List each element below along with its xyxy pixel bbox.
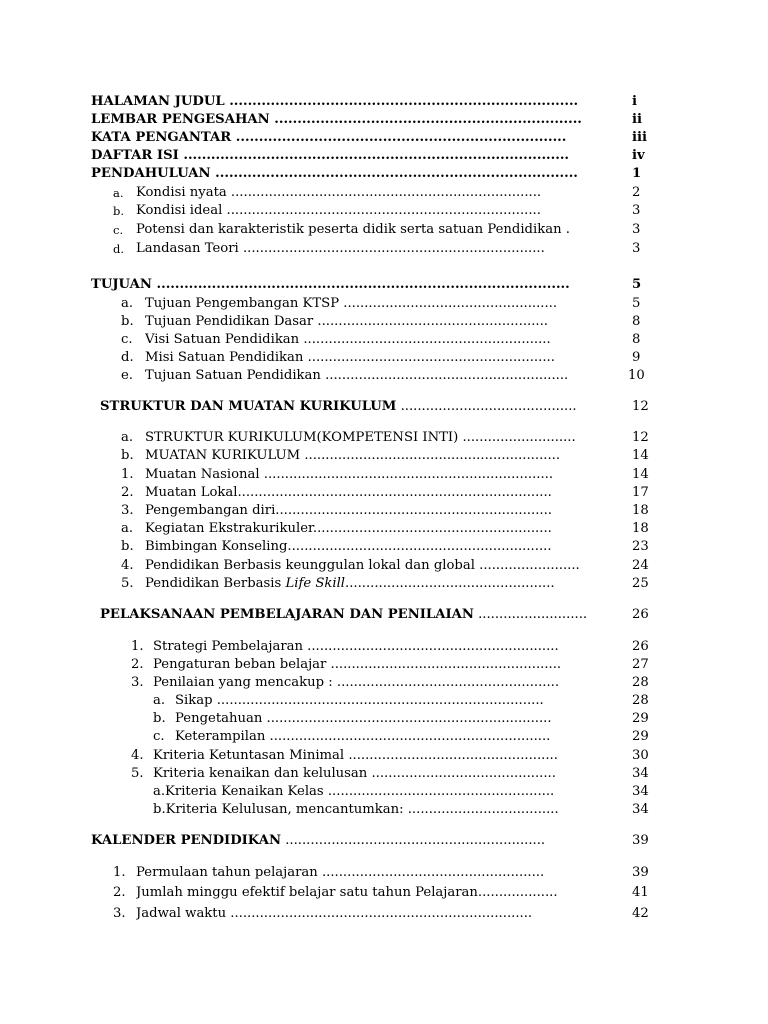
toc-entry-text: Pengaturan beban belajar ....................................................... [153, 657, 562, 672]
toc-page-number: 2 [632, 185, 641, 200]
toc-page-number: iii [632, 130, 648, 145]
toc-marker: 4. [121, 558, 134, 573]
section-heading-kalender [91, 832, 609, 850]
toc-marker: d. [113, 242, 125, 256]
toc-page-number: 18 [632, 521, 649, 536]
toc-page-number: ii [632, 112, 643, 127]
toc-marker: 3. [131, 675, 144, 690]
toc-marker: 1. [121, 467, 134, 482]
toc-marker: a. [121, 296, 134, 311]
toc-entry-text: Tujuan Pendidikan Dasar ....................................................... [145, 314, 548, 329]
toc-page-number: 28 [632, 675, 649, 690]
toc-leader: .............................................................. [281, 833, 546, 848]
toc-page-number: 8 [632, 332, 641, 347]
toc-marker: a. [153, 693, 166, 708]
toc-page-number: 12 [632, 430, 649, 445]
section-heading-struktur [100, 398, 625, 416]
toc-marker: b. [121, 448, 134, 463]
toc-page-number: 1 [632, 166, 642, 181]
toc-entry-text: Sikap .............................................................................. [175, 693, 544, 708]
toc-leader: .................................................. [345, 576, 555, 591]
toc-page-number: 5 [632, 296, 641, 311]
toc-marker: 3. [121, 503, 134, 518]
toc-entry-text: LEMBAR PENGESAHAN ................................................................... [91, 112, 582, 127]
toc-entry-text: Tujuan Satuan Pendidikan .......................................................... [145, 368, 569, 383]
toc-entry-text: STRUKTUR KURIKULUM(KOMPETENSI INTI) ........................... [145, 430, 576, 445]
toc-page-number: 23 [632, 539, 649, 554]
toc-page-number: 27 [632, 657, 649, 672]
toc-page-number: 34 [632, 802, 649, 817]
toc-page-number: 39 [632, 865, 649, 880]
toc-marker: 3. [113, 906, 126, 921]
toc-entry-text: Muatan Nasional ..................................................................... [145, 467, 554, 482]
toc-page-number: 34 [632, 784, 649, 799]
toc-page-number: 5 [632, 277, 642, 292]
toc-entry-text: Permulaan tahun pelajaran ..................................................... [136, 865, 545, 880]
toc-page-number: 3 [632, 203, 641, 218]
toc-marker: c. [153, 729, 165, 744]
toc-marker: 5. [131, 766, 144, 781]
toc-entry-text [145, 575, 616, 593]
section-heading-label: KALENDER PENDIDIKAN [91, 833, 282, 848]
toc-entry-text: Keterampilan ................................................................... [175, 729, 551, 744]
toc-entry-text: Muatan Lokal........................................................................... [145, 485, 552, 500]
toc-marker: 2. [131, 657, 144, 672]
toc-entry-text: Strategi Pembelajaran ............................................................ [153, 639, 559, 654]
toc-entry-text: Visi Satuan Pendidikan ........................................................... [145, 332, 551, 347]
toc-entry-text: Landasan Teori ........................................................................ [136, 241, 545, 256]
toc-page-number: 29 [632, 711, 649, 726]
section-heading-pendahuluan: PENDAHULUAN ............................................................................... [91, 166, 578, 181]
toc-entry-text: Pendidikan Berbasis keunggulan lokal dan global ........................ [145, 558, 580, 573]
toc-page-number: 28 [632, 693, 649, 708]
toc-page-number: 34 [632, 766, 649, 781]
toc-entry-text: b.Kriteria Kelulusan, mencantumkan: .................................... [153, 802, 559, 817]
toc-entry-text: KATA PENGANTAR ........................................................................ [91, 130, 567, 145]
toc-marker: 4. [131, 748, 144, 763]
toc-entry-text: Kondisi nyata .......................................................................... [136, 185, 542, 200]
toc-entry-text: Kondisi ideal ........................................................................... [136, 203, 541, 218]
toc-entry-text: HALAMAN JUDUL ............................................................................ [91, 94, 579, 109]
toc-page-number: 14 [632, 467, 649, 482]
toc-marker: a. [121, 430, 134, 445]
toc-marker: b. [113, 204, 125, 218]
toc-marker: b. [121, 539, 134, 554]
toc-entry-text: Kegiatan Ekstrakurikuler......................................................... [145, 521, 552, 536]
toc-page-number: 9 [632, 350, 641, 365]
toc-marker: 2. [113, 885, 126, 900]
toc-entry-text: Bimbingan Konseling............................................................... [145, 539, 552, 554]
toc-page-number: 26 [632, 639, 649, 654]
toc-page-number: 24 [632, 558, 649, 573]
toc-page-number: iv [632, 148, 645, 163]
toc-page-number: 17 [632, 485, 649, 500]
toc-marker: a. [121, 521, 134, 536]
toc-entry-text: Tujuan Pengembangan KTSP ................................................... [145, 296, 558, 311]
toc-marker: 1. [131, 639, 144, 654]
toc-entry-text: Kriteria Ketuntasan Minimal .................................................. [153, 748, 558, 763]
toc-marker: a. [113, 186, 124, 200]
toc-page-number: 18 [632, 503, 649, 518]
toc-page-number: 10 [628, 368, 645, 383]
toc-leader: .......................... [473, 607, 588, 622]
toc-marker: c. [121, 332, 133, 347]
toc-entry-text: MUATAN KURIKULUM ............................................................. [145, 448, 561, 463]
toc-page-number: 41 [632, 885, 649, 900]
toc-entry-italic: Life Skill [285, 576, 346, 591]
toc-entry-text: Penilaian yang mencakup : ..................................................... [153, 675, 560, 690]
toc-page-number: 8 [632, 314, 641, 329]
toc-page-number: i [632, 94, 638, 109]
toc-page-number: 39 [632, 833, 649, 848]
section-heading-pelaksanaan [100, 606, 620, 624]
toc-entry-text: Jumlah minggu efektif belajar satu tahun Pelajaran................... [136, 885, 558, 900]
toc-entry-text: Potensi dan karakteristik peserta didik serta satuan Pendidikan . [136, 222, 570, 237]
toc-page-number: 42 [632, 906, 649, 921]
toc-page-number: 25 [632, 576, 649, 591]
toc-leader: .......................................... [396, 399, 577, 414]
toc-marker: b. [121, 314, 134, 329]
toc-marker: 2. [121, 485, 134, 500]
toc-entry-text: Kriteria kenaikan dan kelulusan ............................................ [153, 766, 556, 781]
toc-page-number: 3 [632, 241, 641, 256]
toc-page-number: 14 [632, 448, 649, 463]
toc-marker: e. [121, 368, 133, 383]
toc-page-number: 29 [632, 729, 649, 744]
toc-marker: 5. [121, 576, 134, 591]
toc-page-number: 26 [632, 607, 649, 622]
toc-entry-text: a.Kriteria Kenaikan Kelas ...................................................... [153, 784, 555, 799]
toc-entry-text: Misi Satuan Pendidikan ........................................................... [145, 350, 555, 365]
toc-page-number: 12 [632, 399, 649, 414]
toc-entry-text: Pengembangan diri.................................................................. [145, 503, 552, 518]
toc-marker: 1. [113, 865, 126, 880]
toc-page-number: 3 [632, 222, 641, 237]
section-heading-label: PELAKSANAAN PEMBELAJARAN DAN PENILAIAN [100, 607, 474, 622]
section-heading-tujuan: TUJUAN .......................................................................................... [91, 277, 570, 292]
section-heading-label: STRUKTUR DAN MUATAN KURIKULUM [100, 399, 397, 414]
toc-entry-label: Pendidikan Berbasis [145, 576, 286, 591]
toc-marker: b. [153, 711, 166, 726]
toc-entry-text: Pengetahuan .................................................................... [175, 711, 552, 726]
toc-entry-text: DAFTAR ISI .................................................................................... [91, 148, 570, 163]
toc-marker: d. [121, 350, 134, 365]
toc-page-number: 30 [632, 748, 649, 763]
toc-entry-text: Jadwal waktu ........................................................................ [136, 906, 533, 921]
toc-marker: c. [113, 223, 124, 237]
